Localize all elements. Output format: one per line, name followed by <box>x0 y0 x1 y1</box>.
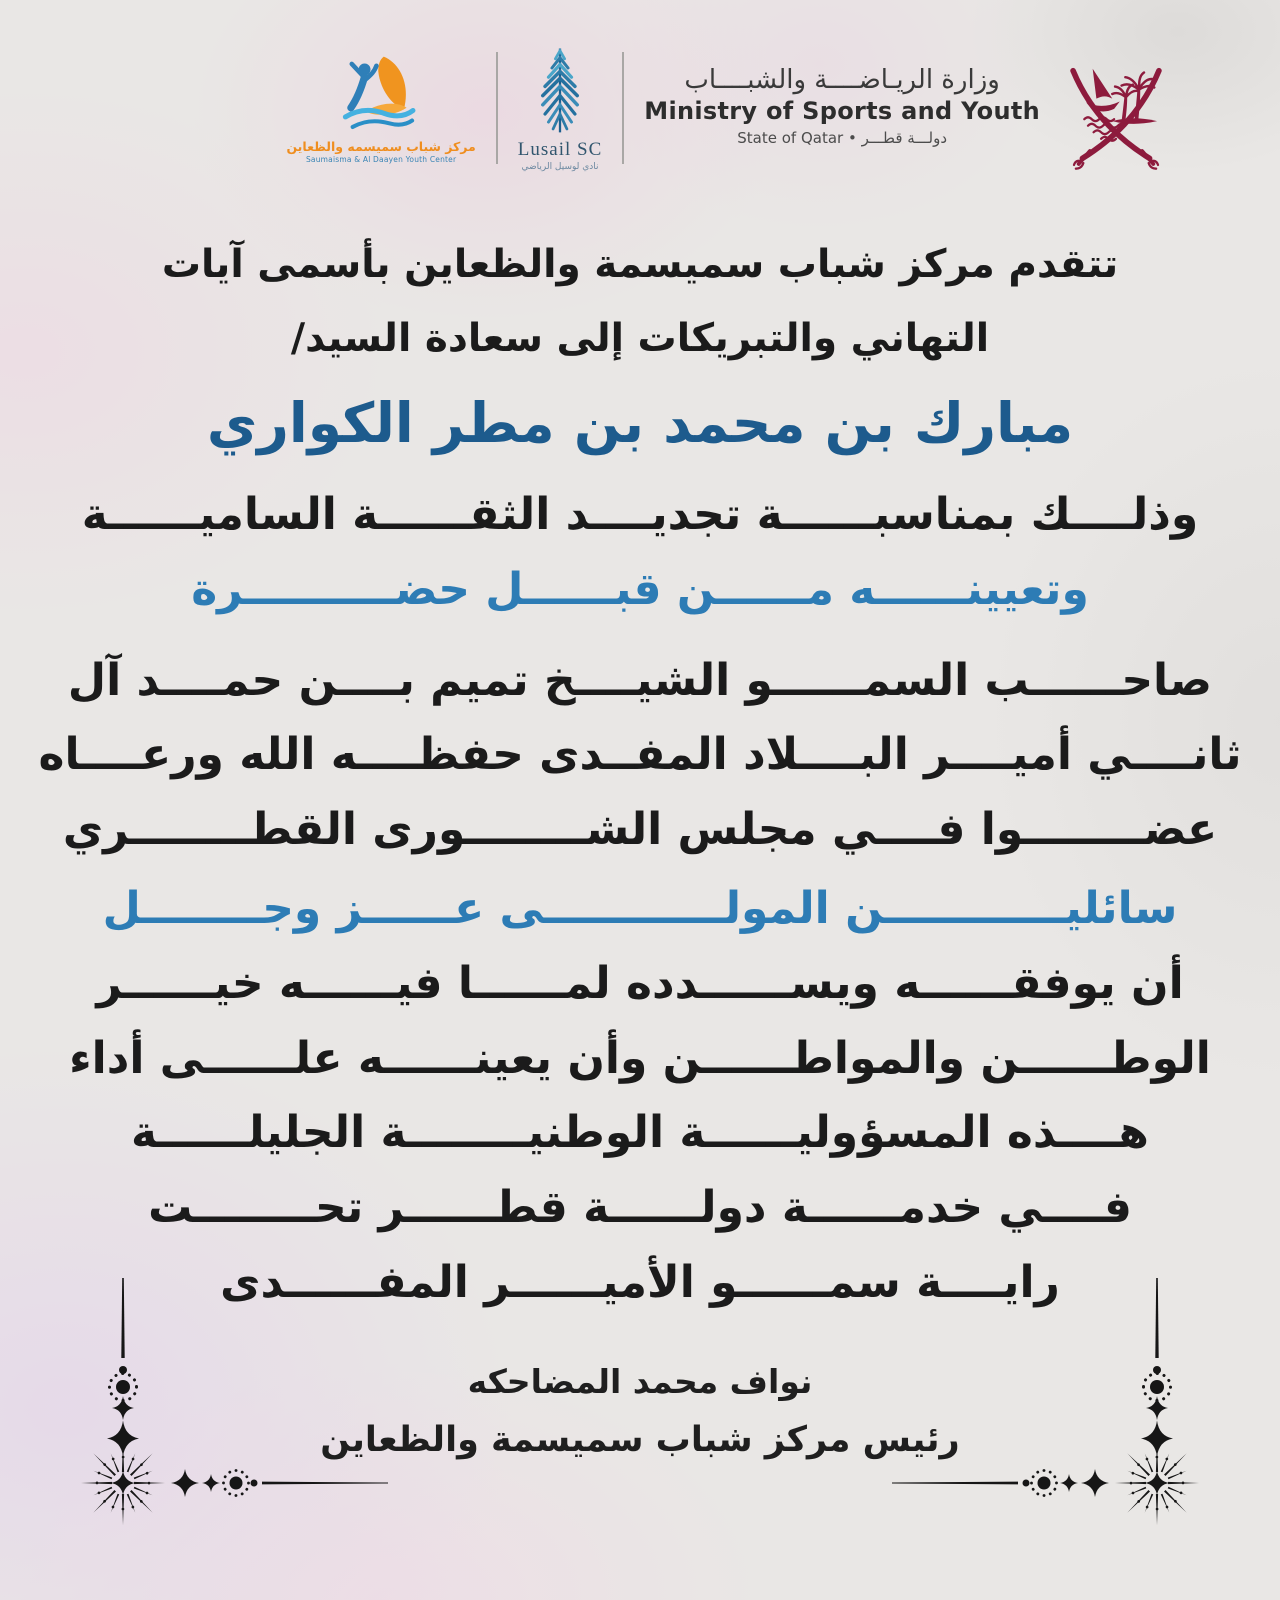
wish-line-3: هــــذه المسؤوليــــــة الوطنيــــــــة الجليلــــــة <box>131 1107 1149 1159</box>
wish-line-4: فــــي خدمــــــة دولــــــة قطــــــر تحــــــــت <box>148 1182 1132 1234</box>
lusail-arabic-name: نادي لوسيل الرياضي <box>521 161 599 172</box>
header-divider <box>622 52 624 164</box>
lusail-leaf-icon <box>525 45 595 137</box>
corner-ornament-left <box>78 1278 388 1543</box>
wish-line-5: رايــــة سمــــــو الأميــــــر المفــــــدى <box>220 1256 1060 1308</box>
occasion-line: وذلــــك بمناسبــــــة تجديــــد الثقــــــة الساميــــــة <box>81 488 1199 540</box>
header-divider <box>496 52 498 164</box>
signature-name: نواف محمد المضاحكه <box>467 1361 813 1401</box>
youth-center-english-name: Saumaisma & Al Daayen Youth Center <box>305 154 457 164</box>
lusail-name: Lusail SC <box>517 138 603 160</box>
intro-line-2: التهاني والتبريكات إلى سعادة السيد/ <box>290 316 990 362</box>
wish-line-2: الوطــــــن والمواطــــــن وأن يعينــــــه علــــــى أداء <box>69 1032 1211 1084</box>
youth-center-arabic-name: مركز شباب سميسمه والظعاين <box>286 138 476 154</box>
youth-center-logo-icon <box>312 53 450 137</box>
ministry-arabic-name: وزارة الريـاضــــة والشبــــاب <box>684 65 1000 95</box>
corner-ornament-right <box>892 1278 1202 1543</box>
signature-title: رئيس مركز شباب سميسمة والظعاين <box>320 1420 960 1461</box>
ministry-english-name: Ministry of Sports and Youth <box>644 97 1040 125</box>
ministry-wordmark <box>644 65 1040 151</box>
header-logos <box>0 40 1280 176</box>
wish-line-1: أن يوفقــــــه ويســــــدده لمــــــا فيــــــه خيــــــر <box>96 957 1184 1009</box>
honoree-name: مبارك بن محمد بن مطر الكواري <box>206 391 1074 456</box>
membership-line: عضــــــــوا فــــي مجلس الشــــــــورى القطــــــــري <box>62 804 1218 856</box>
lusail-logo <box>518 45 602 172</box>
emir-line-1: صاحــــــب السمــــــو الشيــــخ تميم بــــن حمــــد آل <box>67 654 1213 706</box>
qatar-emblem-icon <box>1060 40 1172 176</box>
appointment-line: وتعيينــــــه مــــــن قبــــــل حضــــــــــرة <box>191 563 1089 615</box>
youth-center-logo <box>286 53 475 164</box>
intro-line-1: تتقدم مركز شباب سميسمة والظعاين بأسمى آيات <box>161 242 1119 287</box>
emir-line-2: ثانــــي أميــــر البــــلاد المفــدى حفظــــه الله ورعــــاه <box>38 729 1242 781</box>
ministry-state-line: دولـــة قطـــر • State of Qatar <box>737 129 947 147</box>
prayer-line: سائليــــــــــــن المولــــــــــــى عــــــز وجــــــــل <box>102 882 1178 934</box>
